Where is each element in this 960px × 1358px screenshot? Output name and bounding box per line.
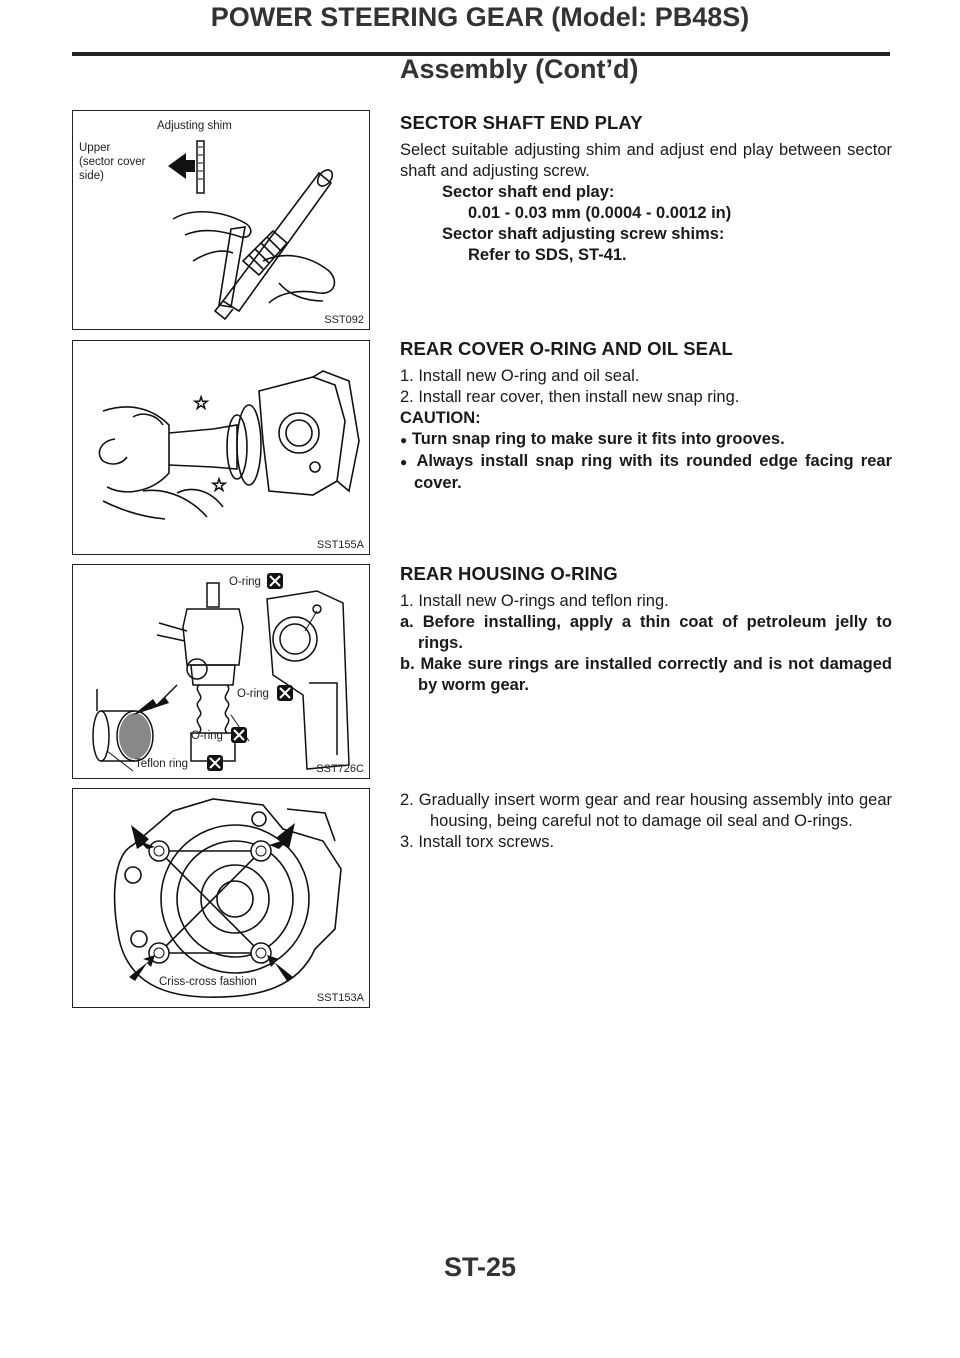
bullet-icon: ● bbox=[400, 455, 410, 469]
label-o-ring-bottom: O-ring bbox=[191, 730, 223, 742]
figure-sst092 bbox=[72, 110, 370, 330]
arrow-icon bbox=[133, 697, 169, 715]
section-rear-housing-o-ring bbox=[400, 563, 892, 696]
replace-mark-icon bbox=[277, 685, 293, 701]
label-criss-cross: Criss-cross fashion bbox=[159, 976, 257, 988]
step: 2. Install rear cover, then install new snap ring. bbox=[400, 388, 740, 406]
section-rear-cover bbox=[400, 338, 892, 494]
replace-mark-icon bbox=[267, 573, 283, 589]
step: a. Before installing, apply a thin coat of petroleum jelly to rings. bbox=[400, 613, 892, 652]
step: 3. Install torx screws. bbox=[400, 833, 555, 851]
spec-label: Sector shaft end play: bbox=[442, 183, 615, 201]
label-o-ring-middle: O-ring bbox=[237, 688, 269, 700]
section-heading: REAR HOUSING O-RING bbox=[400, 563, 618, 584]
spec-value: Refer to SDS, ST-41. bbox=[468, 246, 627, 264]
caution-bullet: ● Turn snap ring to make sure it fits into grooves. bbox=[400, 430, 785, 448]
star-mark-icon: ☆ bbox=[211, 475, 228, 496]
bullet-icon: ● bbox=[400, 433, 408, 447]
caution-label: CAUTION: bbox=[400, 409, 481, 427]
label-side: side) bbox=[79, 170, 104, 182]
replace-mark-icon bbox=[207, 755, 223, 771]
section-heading: SECTOR SHAFT END PLAY bbox=[400, 112, 643, 133]
rear-housing-oring-illustration bbox=[73, 565, 369, 778]
section-worm-gear-insertion bbox=[400, 790, 892, 853]
label-sector-cover: (sector cover bbox=[79, 156, 146, 168]
paragraph: Select suitable adjusting shim and adjust end play between sector shaft and adjusting screw. bbox=[400, 141, 892, 180]
spec-label: Sector shaft adjusting screw shims: bbox=[442, 225, 725, 243]
label-upper: Upper bbox=[79, 142, 111, 154]
step: 1. Install new O-rings and teflon ring. bbox=[400, 592, 669, 610]
label-teflon-ring: Teflon ring bbox=[135, 758, 189, 770]
manual-header-title: POWER STEERING GEAR (Model: PB48S) bbox=[210, 2, 750, 32]
arrow-icon bbox=[267, 955, 293, 981]
manual-header-subtitle: Assembly (Cont’d) bbox=[400, 54, 639, 84]
label-o-ring-top: O-ring bbox=[229, 576, 261, 588]
figure-sst153a bbox=[72, 788, 370, 1008]
figure-code: SST153A bbox=[316, 992, 364, 1004]
label-adjusting-shim: Adjusting shim bbox=[157, 120, 232, 132]
replace-mark-icon bbox=[231, 727, 247, 743]
figure-sst155a bbox=[72, 340, 370, 555]
section-heading: REAR COVER O-RING AND OIL SEAL bbox=[400, 338, 733, 359]
figure-sst726c bbox=[72, 564, 370, 779]
adjusting-shim-illustration bbox=[73, 111, 369, 329]
caution-bullet: ● Always install snap ring with its rounded edge facing rear cover. bbox=[400, 452, 893, 492]
section-sector-shaft-end-play bbox=[400, 112, 892, 266]
step: b. Make sure rings are installed correctly and is not damaged by worm gear. bbox=[400, 655, 892, 694]
figure-code: SST155A bbox=[316, 539, 364, 551]
figure-code: SST726C bbox=[316, 763, 364, 775]
adjusting-shim-icon bbox=[197, 141, 204, 193]
step: 1. Install new O-ring and oil seal. bbox=[400, 367, 640, 385]
spec-value: 0.01 - 0.03 mm (0.0004 - 0.0012 in) bbox=[468, 204, 732, 222]
rear-cover-illustration bbox=[73, 341, 369, 554]
page-number: ST-25 bbox=[443, 1252, 517, 1282]
figure-code: SST092 bbox=[324, 314, 364, 326]
star-mark-icon: ☆ bbox=[193, 393, 210, 414]
step: 2. Gradually insert worm gear and rear housing assembly into gear housing, being careful not to damage oil seal and O-rings. bbox=[400, 791, 892, 830]
arrow-icon bbox=[168, 153, 195, 179]
